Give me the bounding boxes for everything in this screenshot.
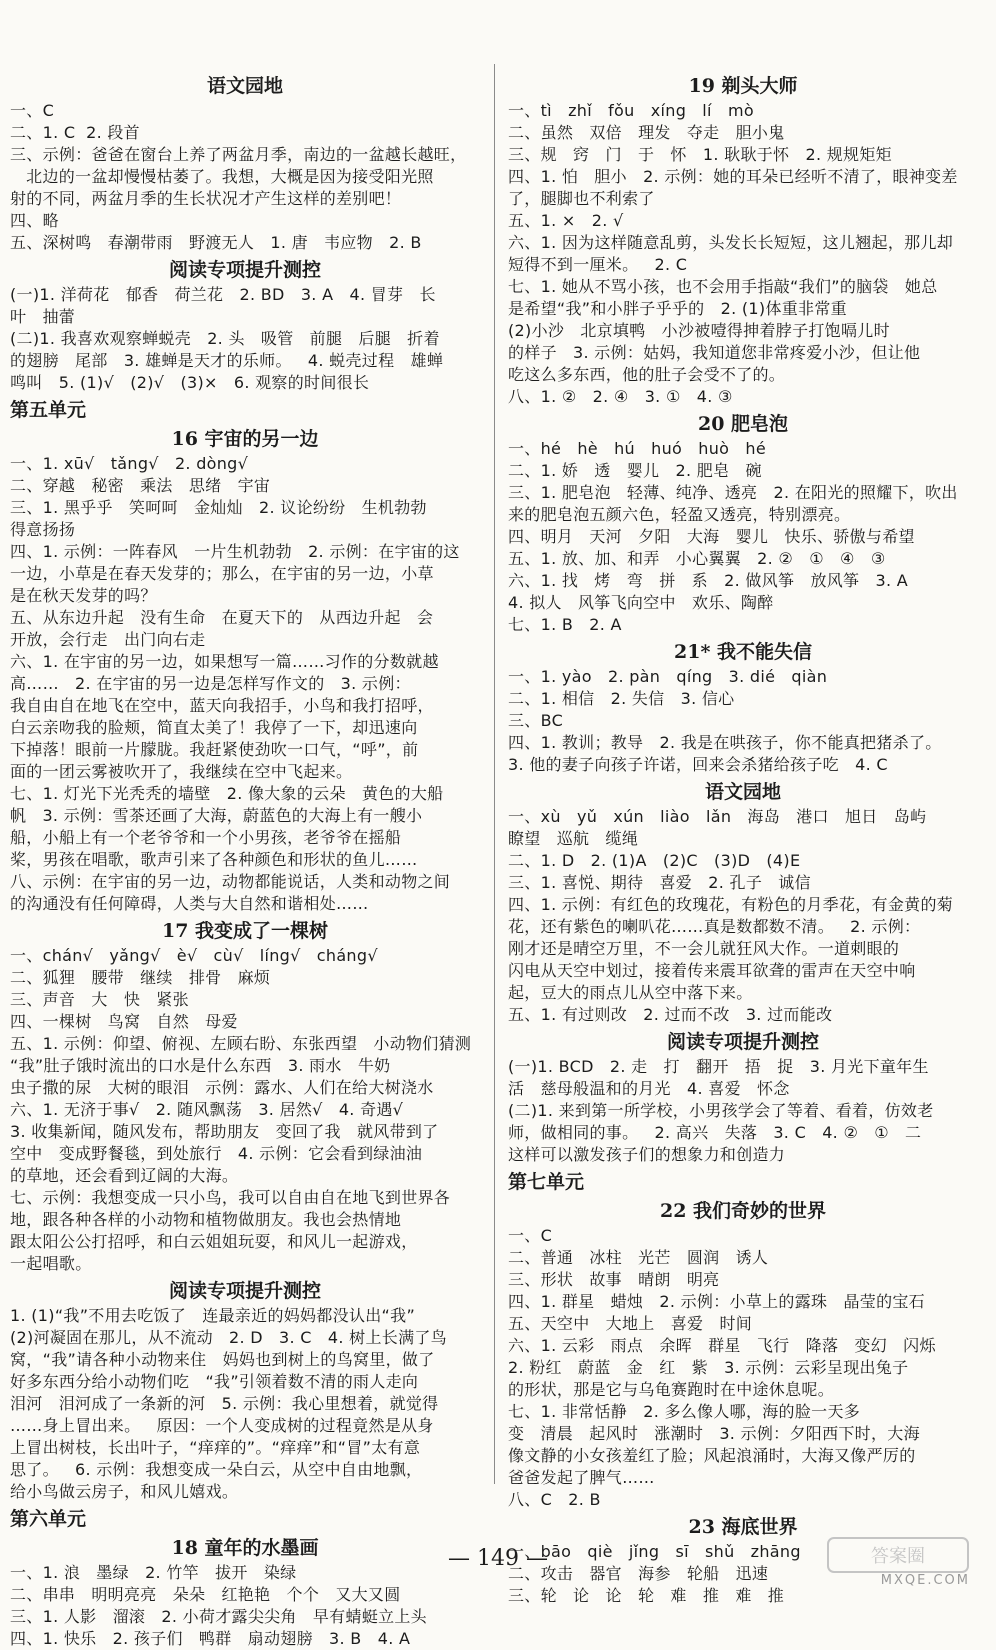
right-answer-line: 了，腿脚也不利索了 [508, 189, 655, 208]
right-answer-line: 4. 拟人 风筝飞向空中 欢乐、陶醉 [508, 593, 774, 612]
right-answer-line: 这样可以激发孩子们的想象力和创造力 [508, 1145, 786, 1164]
right-answer-line: 二、攻击 器官 海参 轮船 迅速 [508, 1564, 769, 1583]
left-answer-line: 桨，男孩在唱歌，歌声引来了各种颜色和形状的鱼儿…… [10, 850, 418, 869]
left-answer-line: 的沟通没有任何障碍，人类与大自然和谐相处…… [10, 894, 369, 913]
right-answer-line: 三、轮 论 论 轮 难 推 难 推 [508, 1586, 785, 1605]
right-answer-line: 四、明月 天河 夕阳 大海 婴儿 快乐、骄傲与希望 [508, 527, 915, 546]
left-answer-line: 四、一棵树 鸟窝 自然 母爱 [10, 1012, 238, 1031]
right-answer-line: 活 慈母般温和的月光 4. 喜爱 怀念 [508, 1079, 790, 1098]
left-answer-line: 帆 3. 示例：雪茶还画了大海，蔚蓝色的大海上有一艘小 [10, 806, 423, 825]
left-answer-line: 四、略 [10, 211, 59, 230]
left-answer-line: 四、1. 快乐 2. 孩子们 鸭群 扇动翅膀 3. B 4. A [10, 1629, 411, 1648]
left-answer-line: 叶 抽蕾 [10, 307, 76, 326]
right-answer-line: 五、天空中 大地上 喜爱 时间 [508, 1314, 753, 1333]
right-heading: 21* 我不能失信 [674, 641, 812, 663]
left-answer-line: 二、1. C 2. 段首 [10, 123, 140, 142]
left-answer-line: 是在秋天发芽的吗？ [10, 586, 157, 605]
left-answer-line: 一边，小草是在春天发芽的；那么，在宇宙的另一边，小草 [10, 564, 434, 583]
right-answer-line: 二、1. D 2. (1)A (2)C (3)D (4)E [508, 851, 801, 870]
right-answer-line: 七、1. B 2. A [508, 615, 622, 634]
right-answer-line: 闪电从天空中划过，接着传来震耳欲聋的雷声在天空中响 [508, 961, 916, 980]
right-answer-line: 八、C 2. B [508, 1490, 601, 1509]
left-answer-line: 七、1. 灯光下光秃秃的墙壁 2. 像大象的云朵 黄色的大船 [10, 784, 444, 803]
left-answer-line: 五、1. 示例：仰望、俯视、左顾右盼、东张西望 小动物们猜测 [10, 1034, 472, 1053]
left-answer-line: 面的一团云雾被吹开了，我继续在空中飞起来。 [10, 762, 353, 781]
left-answer-line: ……身上冒出来。 原因：一个人变成树的过程竟然是从身 [10, 1416, 434, 1435]
left-column [10, 70, 480, 1650]
left-answer-line: 三、示例：爸爸在窗台上养了两盆月季，南边的一盆越长越旺， [10, 145, 467, 164]
right-answer-line: (一)1. BCD 2. 走 打 翻开 捂 捉 3. 月光下童年生 [508, 1057, 929, 1076]
right-answer-line: 一、1. yào 2. pàn qíng 3. dié qiàn [508, 667, 828, 686]
left-unit: 第六单元 [10, 1508, 87, 1530]
right-answer-line: 来的肥皂泡五颜六色，轻盈又透亮，特别漂亮。 [508, 505, 851, 524]
right-answer-line: 的样子 3. 示例：姑妈，我知道您非常疼爱小沙，但让他 [508, 343, 921, 362]
right-heading: 阅读专项提升测控 [666, 1031, 819, 1053]
watermark-logo [824, 1534, 974, 1590]
left-answer-line: 开放，会行走 出门向右走 [10, 630, 206, 649]
right-answer-line: 变 清晨 起风时 涨潮时 3. 示例：夕阳西下时，大海 [508, 1424, 920, 1443]
right-answer-line: 一、bāo qiè jǐng sī shǔ zhāng [508, 1542, 801, 1561]
left-answer-line: 跟太阳公公打招呼，和白云姐姐玩耍，和风儿一起游戏， [10, 1232, 418, 1251]
left-answer-line: 3. 收集新闻，随风发布，帮助朋友 变回了我 就风带到了 [10, 1122, 439, 1141]
left-answer-line: 窝，“我”请各种小动物来住 妈妈也到树上的鸟窝里，做了 [10, 1350, 435, 1369]
right-answer-line: 2. 粉红 蔚蓝 金 红 紫 3. 示例：云彩呈现出兔子 [508, 1358, 909, 1377]
right-answer-line: 一、C [508, 1226, 553, 1245]
right-answer-line: 一、tì zhǐ fǒu xíng lí mò [508, 101, 754, 120]
right-heading: 19 剃头大师 [688, 75, 798, 97]
left-answer-line: 六、1. 在宇宙的另一边，如果想写一篇……习作的分数就越 [10, 652, 439, 671]
left-answer-line: 上冒出树枝，长出叶子，“痒痒的”。“痒痒”和“冒”太有意 [10, 1438, 421, 1457]
page-number: — 149 — [448, 1546, 548, 1571]
right-answer-line: 六、1. 因为这样随意乱剪，头发长长短短，这儿翘起，那儿却 [508, 233, 954, 252]
left-answer-line: 一、chán√ yǎng√ è√ cù√ líng√ cháng√ [10, 946, 378, 965]
left-answer-line: 船，小船上有一个老爷爷和一个小男孩，老爷爷在摇船 [10, 828, 402, 847]
right-answer-line: 五、1. 有过则改 2. 过而不改 3. 过而能改 [508, 1005, 833, 1024]
left-heading: 阅读专项提升测控 [168, 1280, 321, 1302]
right-answer-line: 三、形状 故事 晴朗 明亮 [508, 1270, 720, 1289]
left-answer-line: 虫子撒的尿 大树的眼泪 示例：露水、人们在给大树浇水 [10, 1078, 434, 1097]
left-answer-line: 二、穿越 秘密 乘法 思绪 宇宙 [10, 476, 271, 495]
left-heading: 16 宇宙的另一边 [171, 428, 319, 450]
right-answer-line: 四、1. 群星 蜡烛 2. 示例：小草上的露珠 晶莹的宝石 [508, 1292, 925, 1311]
left-answer-line: 下掉落！眼前一片朦胧。我赶紧使劲吹一口气，“呼”，前 [10, 740, 419, 759]
left-answer-line: 地，跟各种各样的小动物和植物做朋友。我也会热情地 [10, 1210, 402, 1229]
right-answer-line: 短得不到一厘米。 2. C [508, 255, 688, 274]
left-answer-line: 泪河 泪河成了一条新的河 5. 示例：我心里想着，就觉得 [10, 1394, 439, 1413]
right-answer-line: 师，做相同的事。 2. 高兴 失落 3. C 4. ② ① 二 [508, 1123, 922, 1142]
right-answer-line: 四、1. 教训；教导 2. 我是在哄孩子，你不能真把猪杀了。 [508, 733, 942, 752]
left-answer-line: 鸣叫 5. (1)√ (2)√ (3)× 6. 观察的时间很长 [10, 373, 370, 392]
left-heading: 阅读专项提升测控 [168, 259, 321, 281]
right-answer-line: 吃这么多东西，他的肚子会受不了的。 [508, 365, 786, 384]
right-answer-line: 花，还有紫色的喇叭花……真是数都数不清。 2. 示例： [508, 917, 921, 936]
right-answer-line: 八、1. ② 2. ④ 3. ① 4. ③ [508, 387, 733, 406]
left-answer-line: “我”肚子饿时流出的口水是什么东西 3. 雨水 牛奶 [10, 1056, 391, 1075]
right-answer-line: 瞭望 巡航 缆绳 [508, 829, 639, 848]
right-answer-line: 二、虽然 双倍 理发 夺走 胆小鬼 [508, 123, 785, 142]
left-answer-line: 北边的一盆却慢慢枯萎了。我想，大概是因为接受阳光照 [10, 167, 434, 186]
right-answer-line: (二)1. 来到第一所学校，小男孩学会了等着、看着，仿效老 [508, 1101, 934, 1120]
right-answer-line: 像文静的小女孩羞红了脸；风起浪涌时，大海又像严厉的 [508, 1446, 916, 1465]
right-answer-line: 3. 他的妻子向孩子许诺，回来会杀猪给孩子吃 4. C [508, 755, 888, 774]
right-answer-line: 二、1. 相信 2. 失信 3. 信心 [508, 689, 735, 708]
left-answer-line: (2)河凝固在那儿，从不流动 2. D 3. C 4. 树上长满了鸟 [10, 1328, 447, 1347]
right-answer-line: 一、hé hè hú huó huò hé [508, 439, 766, 458]
right-answer-line: 七、1. 她从不骂小孩，也不会用手指敲“我们”的脑袋 她总 [508, 277, 938, 296]
left-answer-line: 空中 变成野餐毯，到处旅行 4. 示例：它会看到绿油油 [10, 1144, 423, 1163]
right-answer-line: 三、规 窍 门 于 怀 1. 耿耿于怀 2. 规规矩矩 [508, 145, 892, 164]
left-heading: 语文园地 [206, 75, 283, 97]
left-answer-line: 1. (1)“我”不用去吃饭了 连最亲近的妈妈都没认出“我” [10, 1306, 416, 1325]
right-column [508, 70, 978, 1607]
right-answer-line: 五、1. 放、加、和弄 小心翼翼 2. ② ① ④ ③ [508, 549, 886, 568]
left-answer-line: 一、1. xū√ tǎng√ 2. dòng√ [10, 454, 249, 473]
left-answer-line: 我自由自在地飞在空中，蓝天向我招手，小鸟和我打招呼， [10, 696, 434, 715]
right-answer-line: 三、BC [508, 711, 564, 730]
left-answer-line: 得意扬扬 [10, 520, 76, 539]
right-unit: 第七单元 [508, 1171, 585, 1193]
left-answer-line: (二)1. 我喜欢观察蝉蜕壳 2. 头 吸管 前腿 后腿 折着 [10, 329, 440, 348]
left-answer-line: 五、从东边升起 没有生命 在夏天下的 从西边升起 会 [10, 608, 434, 627]
left-answer-line: 白云亲吻我的脸颊，简直太美了！我停了一下，却迅速向 [10, 718, 418, 737]
left-answer-line: 三、1. 黑乎乎 笑呵呵 金灿灿 2. 议论纷纷 生机勃勃 [10, 498, 427, 517]
right-answer-line: 刚才还是晴空万里，不一会儿就狂风大作。一道刺眼的 [508, 939, 900, 958]
left-heading: 17 我变成了一棵树 [161, 920, 329, 942]
left-answer-line: 一起唱歌。 [10, 1254, 92, 1273]
left-answer-line: 四、1. 示例：一阵春风 一片生机勃勃 2. 示例：在宇宙的这 [10, 542, 460, 561]
left-answer-line: 一、1. 浪 墨绿 2. 竹竿 拔开 染绿 [10, 1563, 297, 1582]
right-answer-line: 四、1. 怕 胆小 2. 示例：她的耳朵已经听不清了，眼神变差 [508, 167, 958, 186]
right-answer-line: 五、1. × 2. √ [508, 211, 624, 230]
left-answer-line: 的草地，还会看到辽阔的大海。 [10, 1166, 239, 1185]
right-answer-line: (2)小沙 北京填鸭 小沙被噎得抻着脖子打饱嗝儿时 [508, 321, 890, 340]
right-answer-line: 是希望“我”和小胖子乎乎的 2. (1)体重非常重 [508, 299, 847, 318]
right-heading: 22 我们奇妙的世界 [659, 1200, 827, 1222]
right-answer-line: 二、1. 娇 透 婴儿 2. 肥皂 碗 [508, 461, 762, 480]
right-answer-line: 一、xù yǔ xún liào lǎn 海岛 港口 旭日 岛屿 [508, 807, 927, 826]
left-answer-line: 六、1. 无济于事√ 2. 随风飘荡 3. 居然√ 4. 奇遇√ [10, 1100, 404, 1119]
left-heading: 18 童年的水墨画 [171, 1537, 319, 1559]
left-answer-line: 三、声音 大 快 紧张 [10, 990, 189, 1009]
left-answer-line: 二、狐狸 腰带 继续 排骨 麻烦 [10, 968, 271, 987]
right-heading: 语文园地 [704, 781, 781, 803]
left-answer-line: (一)1. 洋荷花 郁香 荷兰花 2. BD 3. A 4. 冒芽 长 [10, 285, 436, 304]
right-answer-line: 二、普通 冰柱 光芒 圆润 诱人 [508, 1248, 769, 1267]
left-answer-line: 二、串串 明明亮亮 朵朵 红艳艳 个个 又大又圆 [10, 1585, 401, 1604]
svg-text:答案圈: 答案圈 [871, 1546, 925, 1567]
right-answer-line: 七、1. 非常恬静 2. 多么像人哪，海的脸一天多 [508, 1402, 861, 1421]
left-answer-line: 给小鸟做云房子，和风儿嬉戏。 [10, 1482, 239, 1501]
left-answer-line: 一、C [10, 101, 55, 120]
left-answer-line: 八、示例：在宇宙的另一边，动物都能说话，人类和动物之间 [10, 872, 451, 891]
right-answer-line: 爸爸发起了脾气…… [508, 1468, 655, 1487]
left-answer-line: 七、示例：我想变成一只小鸟，我可以自由自在地飞到世界各 [10, 1188, 451, 1207]
right-answer-line: 起，豆大的雨点儿从空中落下来。 [508, 983, 753, 1002]
left-answer-line: 好多东西分给小动物们吃 “我”引领着数不清的雨人走向 [10, 1372, 419, 1391]
right-answer-line: 三、1. 肥皂泡 轻薄、纯净、透亮 2. 在阳光的照耀下，吹出 [508, 483, 958, 502]
left-answer-line: 射的不同，两盆月季的生长状况才产生这样的差别吧！ [10, 189, 402, 208]
left-answer-line: 三、1. 人影 溜滚 2. 小荷才露尖尖角 早有蜻蜓立上头 [10, 1607, 427, 1626]
right-answer-line: 四、1. 示例：有红色的玫瑰花，有粉色的月季花，有金黄的菊 [508, 895, 954, 914]
right-answer-line: 六、1. 云彩 雨点 余晖 群星 飞行 降落 变幻 闪烁 [508, 1336, 936, 1355]
watermark-text: MXQE.COM [880, 1573, 970, 1588]
right-answer-line: 的形状，那是它与乌龟赛跑时在中途休息呢。 [508, 1380, 835, 1399]
right-heading: 23 海底世界 [688, 1516, 798, 1538]
left-answer-line: 思了。 6. 示例：我想变成一朵白云，从空中自由地飘， [10, 1460, 423, 1479]
left-answer-line: 五、深树鸣 春潮带雨 野渡无人 1. 唐 韦应物 2. B [10, 233, 422, 252]
left-answer-line: 高…… 2. 在宇宙的另一边是怎样写作文的 3. 示例： [10, 674, 411, 693]
left-answer-line: 的翅膀 尾部 3. 雄蝉是天才的乐师。 4. 蜕壳过程 雄蝉 [10, 351, 444, 370]
right-answer-line: 六、1. 找 烤 弯 拼 系 2. 做风筝 放风筝 3. A [508, 571, 909, 590]
right-answer-line: 三、1. 喜悦、期待 喜爱 2. 孔子 诚信 [508, 873, 811, 892]
column-divider [494, 64, 495, 1484]
left-unit: 第五单元 [10, 399, 87, 421]
right-heading: 20 肥皂泡 [697, 413, 789, 435]
